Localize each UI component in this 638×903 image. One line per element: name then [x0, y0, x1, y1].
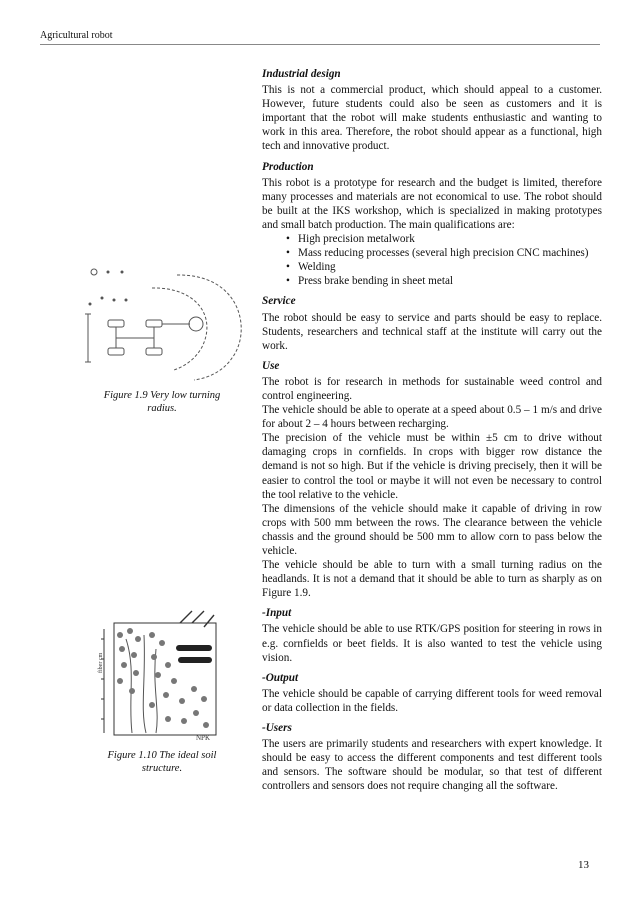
list-item: • Welding	[262, 260, 602, 274]
section-body: This robot is a prototype for research and the budget is limited, therefore many processes and materials are not economical to use. The robot should be built at the IKS workshop, which is specialized in making prototypes and small batch production. The main qualifications are:	[262, 176, 602, 231]
paragraph: The robot is for research in methods for sustainable weed control and control engineering.	[262, 375, 602, 402]
main-text-column	[262, 67, 602, 800]
figure-1-10-axis-label: fiber cm	[98, 652, 104, 673]
section-heading: -Input	[262, 607, 292, 620]
figure-1-10-caption: Figure 1.10 The ideal soil structure.	[107, 750, 217, 774]
section-heading: -Output	[262, 671, 299, 684]
paragraph: The vehicle should be able to turn with a small turning radius on the headlands. It is not a demand that it should be able to turn as sharply as on Figure 1.9.	[262, 559, 602, 600]
section-industrial-design	[262, 67, 602, 154]
paragraph: The precision of the vehicle must be within ±5 cm to drive without damaging crops in cornfields. In crops with bigger row distance the demand is not so high. But if the vehicle is driving precisely, then it will be easier to control the tool or maybe it will not even be necessary to control the tool relative to the vehicle.	[262, 432, 602, 501]
section-body: The users are primarily students and researchers with expert knowledge. It should be easy to access the different components and test different tools and sensors. The software should be modular, so that test of different controllers and sensors does not require changing all the software.	[262, 738, 602, 793]
paragraph: The dimensions of the vehicle should make it capable of driving in row crops with 500 mm between the rows. The clearance between the vehicle chassis and the ground should be 500 mm to allow corn to pass below the vehicle.	[262, 502, 602, 557]
section-use	[262, 359, 602, 601]
paragraph: The vehicle should be able to operate at a speed about 0.5 – 1 m/s and drive for about 2 – 4 hours between recharging.	[262, 404, 602, 431]
figure-soil-structure	[96, 609, 222, 741]
section-service	[262, 294, 602, 352]
section-heading: Service	[262, 295, 296, 308]
section-output	[262, 671, 602, 715]
section-input	[262, 606, 602, 664]
running-header: Agricultural robot	[40, 30, 113, 41]
section-production	[262, 160, 602, 289]
section-heading: Use	[262, 359, 280, 372]
section-body: The vehicle should be able to use RTK/GPS position for steering in rows in e.g. cornfields or beet fields. It is also wanted to test the vehicle using vision.	[262, 623, 602, 664]
figure-1-10-npk-label: NPK	[196, 734, 211, 741]
section-heading: Production	[262, 160, 314, 173]
section-heading: -Users	[262, 722, 292, 735]
figure-turning-radius	[82, 262, 252, 384]
section-heading: Industrial design	[262, 68, 341, 80]
header-rule	[40, 44, 600, 45]
list-item: • Press brake bending in sheet metal	[262, 274, 602, 288]
list-item: • Mass reducing processes (several high precision CNC machines)	[262, 246, 602, 260]
section-body: The robot should be easy to service and parts should be easy to replace. Students, researchers and technical staff at the institute will carry out the work.	[262, 311, 602, 352]
page-number: 13	[578, 859, 589, 871]
qualifications-list	[262, 232, 602, 288]
section-body: The vehicle should be capable of carrying different tools for weed removal or data collection in the fields.	[262, 687, 602, 714]
section-users	[262, 721, 602, 793]
list-item: • High precision metalwork	[262, 232, 602, 246]
figure-1-9-caption: Figure 1.9 Very low turning radius.	[103, 390, 221, 414]
section-body: This is not a commercial product, which should appeal to a customer. However, future students could also be seen as customers and it is important that the robot will make students enthusiastic and wanting to work in this area. Therefore, the robot should appear as a functional, high tech and innovative product.	[262, 84, 602, 153]
